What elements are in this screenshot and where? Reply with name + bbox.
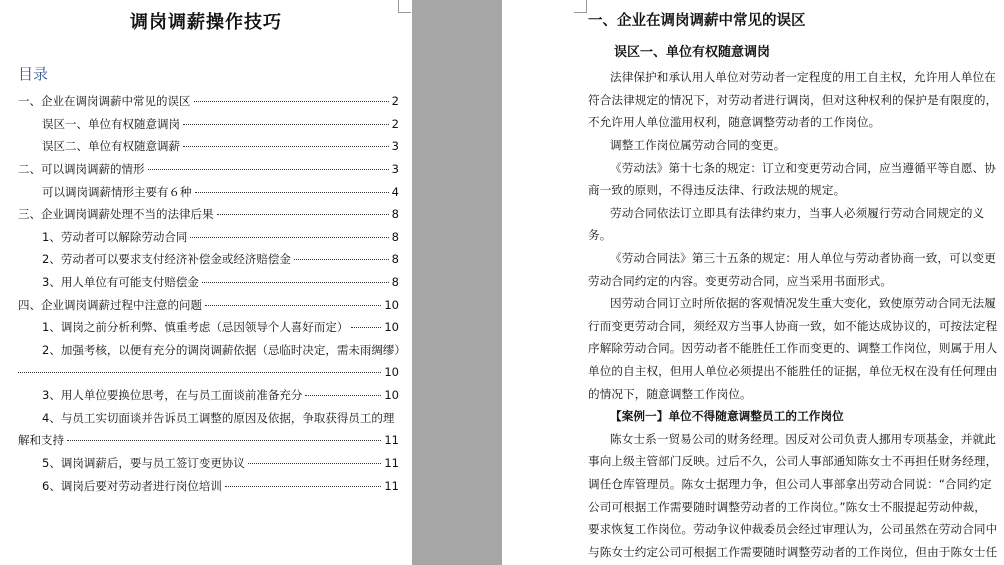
body-text-line: 单位的自主权，但用人单位必须提出不能胜任的证据，单位无权在没有任何理由 xyxy=(588,364,998,378)
subsection-heading: 误区一、单位有权随意调岗 xyxy=(614,45,771,60)
body-text-line: 不允许用人单位滥用权利，随意调整劳动者的工作岗位。 xyxy=(588,115,881,129)
toc-entry-text: 解和支持 xyxy=(18,433,64,447)
toc-entry-text: 二、可以调岗调薪的情形 xyxy=(18,162,145,176)
toc-entry-text: 四、企业调岗调薪过程中注意的问题 xyxy=(18,298,202,312)
body-text-line: 行而变更劳动合同，须经双方当事人协商一致，如不能达成协议的，可按法定程 xyxy=(588,319,998,333)
body-text-line: 商一致的原则，不得违反法律、行政法规的规定。 xyxy=(588,183,846,197)
document-title: 调岗调薪操作技巧 xyxy=(130,12,282,33)
toc-entry-text: 2、劳动者可以要求支付经济补偿金或经济赔偿金 xyxy=(42,252,291,266)
toc-entry-text: 1、劳动者可以解除劳动合同 xyxy=(42,230,188,244)
toc-leader xyxy=(248,463,382,464)
body-text-line: 符合法律规定的情况下，对劳动者进行调岗，但对这种权利的保护是有限度的， xyxy=(588,93,998,107)
toc-entry[interactable] xyxy=(42,116,399,132)
body-text-line: 《劳动法》第十七条的规定：订立和变更劳动合同，应当遵循平等自愿、协 xyxy=(610,161,996,175)
toc-entry-text: 6、调岗后要对劳动者进行岗位培训 xyxy=(42,479,222,493)
body-text-line: 调整工作岗位属劳动合同的变更。 xyxy=(610,138,786,152)
section-heading: 一、企业在调岗调薪中常见的误区 xyxy=(588,13,806,29)
toc-entry[interactable] xyxy=(18,297,399,313)
toc-page-number: 8 xyxy=(391,230,399,244)
toc-entry[interactable] xyxy=(42,319,399,335)
body-text-line: 要求恢复工作岗位。劳动争议仲裁委员会经过审理认为，公司虽然在劳动合同中 xyxy=(588,522,998,536)
body-text-line: 因劳动合同订立时所依据的客观情况发生重大变化，致使原劳动合同无法履 xyxy=(610,296,996,310)
toc-page-number: 10 xyxy=(384,388,399,402)
toc-entry-text: 误区一、单位有权随意调岗 xyxy=(42,117,180,131)
toc-leader xyxy=(194,101,389,102)
toc-page-number: 3 xyxy=(391,139,399,153)
toc-leader xyxy=(18,372,381,373)
toc-entry-text: 一、企业在调岗调薪中常见的误区 xyxy=(18,94,191,108)
toc-leader xyxy=(190,237,388,238)
toc-leader xyxy=(205,305,381,306)
toc-leader xyxy=(351,327,381,328)
toc-page-number: 8 xyxy=(391,207,399,221)
document-page-left xyxy=(0,0,412,565)
body-text-line: 序解除劳动合同。因劳动者不能胜任工作而变更的、调整工作岗位，则属于用人 xyxy=(588,341,998,355)
toc-entry[interactable] xyxy=(42,138,399,154)
toc-entry-text: 5、调岗调薪后，要与员工签订变更协议 xyxy=(42,456,245,470)
toc-entry[interactable] xyxy=(18,93,399,109)
toc-entry-text: 1、调岗之前分析利弊、慎重考虑（忌因领导个人喜好而定） xyxy=(42,320,349,334)
toc-entry-text: 三、企业调岗调薪处理不当的法律后果 xyxy=(18,207,214,221)
toc-entry-text: 误区二、单位有权随意调薪 xyxy=(42,139,180,153)
body-text-line: 公司可根据工作需要随时调整劳动者的工作岗位。”陈女士不服提起劳动仲裁， xyxy=(588,500,986,514)
toc-entry[interactable] xyxy=(42,274,399,290)
toc-page-number: 2 xyxy=(391,94,399,108)
body-text-line: 调任仓库管理员。陈女士据理力争，但公司人事部拿出劳动合同说：“合同约定 xyxy=(588,477,992,491)
toc-leader xyxy=(225,486,382,487)
toc-leader xyxy=(148,169,389,170)
body-text-line: 《劳动合同法》第三十五条的规定：用人单位与劳动者协商一致，可以变更 xyxy=(610,251,996,265)
toc-leader xyxy=(202,282,389,283)
case-heading: 【案例一】单位不得随意调整员工的工作岗位 xyxy=(610,409,844,423)
toc-leader xyxy=(217,214,389,215)
toc-entry[interactable] xyxy=(42,387,399,403)
toc-leader xyxy=(305,395,381,396)
toc-entry[interactable] xyxy=(42,455,399,471)
toc-entry-continuation[interactable] xyxy=(18,432,399,448)
toc-page-number: 11 xyxy=(384,456,399,470)
toc-entry-text: 可以调岗调薪情形主要有６种 xyxy=(42,185,192,199)
toc-leader xyxy=(294,259,389,260)
toc-page-number: 4 xyxy=(391,185,399,199)
toc-page-number: 3 xyxy=(391,162,399,176)
body-text-line: 与陈女士约定公司可根据工作需要随时调整劳动者的工作岗位，但由于陈女士任 xyxy=(588,545,998,559)
toc-entry-text[interactable]: 2、加强考核，以便有充分的调岗调薪依据（忌临时决定，需未雨绸缪） xyxy=(42,343,406,357)
toc-entry[interactable] xyxy=(42,251,399,267)
toc-entry-text[interactable]: 4、与员工实切面谈并告诉员工调整的原因及依据，争取获得员工的理 xyxy=(42,411,395,425)
body-text-line: 事向上级主管部门反映。过后不久，公司人事部通知陈女士不再担任财务经理， xyxy=(588,454,998,468)
page-corner-mark xyxy=(574,0,587,13)
body-text-line: 务。 xyxy=(588,228,612,242)
toc-page-number: 8 xyxy=(391,252,399,266)
toc-page-number: 10 xyxy=(384,320,399,334)
body-text-line: 劳动合同约定的内容。变更劳动合同，应当采用书面形式。 xyxy=(588,274,893,288)
toc-leader xyxy=(183,146,389,147)
toc-entry[interactable] xyxy=(42,478,399,494)
toc-entry-text: 3、用人单位要换位思考，在与员工面谈前准备充分 xyxy=(42,388,303,402)
toc-entry[interactable] xyxy=(18,161,399,177)
body-text-line: 的情况下，随意调整工作岗位。 xyxy=(588,387,752,401)
toc-leader xyxy=(195,192,389,193)
toc-entry-continuation[interactable] xyxy=(18,364,399,380)
body-text-line: 劳动合同依法订立即具有法律约束力，当事人必须履行劳动合同规定的义 xyxy=(610,206,985,220)
toc-page-number: 11 xyxy=(384,433,399,447)
toc-page-number: 2 xyxy=(391,117,399,131)
toc-entry[interactable] xyxy=(42,184,399,200)
toc-leader xyxy=(183,124,389,125)
toc-heading: 目录 xyxy=(18,65,49,83)
toc-page-number: 8 xyxy=(391,275,399,289)
toc-entry[interactable] xyxy=(18,206,399,222)
body-text-line: 法律保护和承认用人单位对劳动者一定程度的用工自主权，允许用人单位在 xyxy=(610,70,996,84)
toc-page-number: 11 xyxy=(384,479,399,493)
toc-page-number: 10 xyxy=(384,365,399,379)
toc-leader xyxy=(67,440,381,441)
body-text-line: 陈女士系一贸易公司的财务经理。因反对公司负责人挪用专项基金，并就此 xyxy=(610,432,996,446)
toc-entry-text: 3、用人单位有可能支付赔偿金 xyxy=(42,275,199,289)
toc-entry[interactable] xyxy=(42,229,399,245)
toc-page-number: 10 xyxy=(384,298,399,312)
